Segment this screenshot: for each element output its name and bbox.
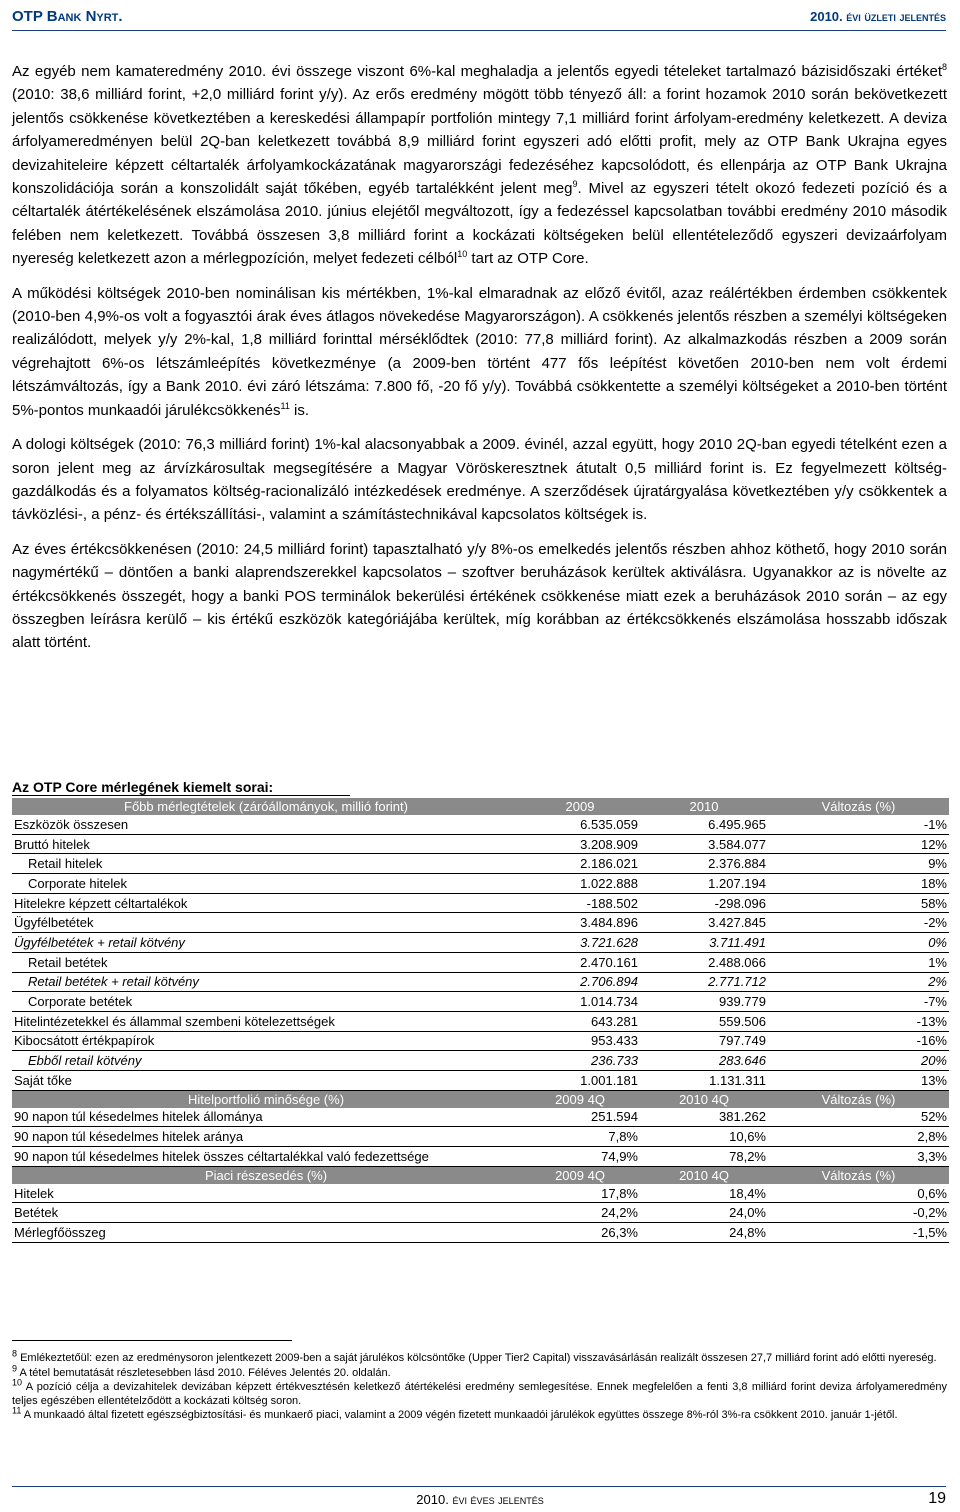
value-2010: -298.096: [640, 893, 768, 913]
column-header: 2010 4Q: [640, 1166, 768, 1184]
footnote: [12, 1405, 947, 1423]
row-label: Retail betétek + retail kötvény: [12, 972, 520, 992]
column-header: 2009 4Q: [520, 1166, 640, 1184]
table-title: Az OTP Core mérlegének kiemelt sorai:: [12, 779, 350, 796]
value-change: 12%: [768, 834, 949, 854]
table-row: [12, 1147, 949, 1167]
value-2010: 24,0%: [640, 1203, 768, 1223]
footnote-ref: 11: [280, 400, 290, 411]
row-label: Betétek: [12, 1203, 520, 1223]
value-change: 0%: [768, 933, 949, 953]
paragraph-material-costs: A dologi költségek (2010: 76,3 milliárd forint) 1%-kal alacsonyabbak a 2009. évinél, azzal együtt, hogy 2010 2Q-ban egyedi tételként ezen a soron jelent meg az árvízkárosultak megsegítésére a Magyar Vöröskeresztnek átutalt 0,5 milliárd forint is. Ez fegyelmezett költség-gazdálkodás és a folyamatos költség-racionalizáló intézkedések eredménye. A szerződések újratárgyalása következtében y/y csökkentek a távközlési-, a pénz- és értékszállítási-, valamint a számítástechnikával kapcsolatos költségek is.: [12, 436, 947, 524]
table-row: [12, 1051, 949, 1071]
footnote-number: 10: [12, 1377, 23, 1388]
table-row: [12, 893, 949, 913]
value-change: 20%: [768, 1051, 949, 1071]
value-2009: 643.281: [520, 1011, 640, 1031]
table-row: [12, 1011, 949, 1031]
value-2010: 2.771.712: [640, 972, 768, 992]
row-label: Mérlegfőösszeg: [12, 1223, 520, 1243]
row-label: Eszközök összesen: [12, 815, 520, 834]
page-number: 19: [928, 1490, 946, 1507]
footnote-ref: 10: [457, 249, 468, 260]
table-row: [12, 1108, 949, 1127]
text-run: is.: [289, 401, 309, 419]
column-header: Változás (%): [768, 1090, 949, 1108]
value-2010: 18,4%: [640, 1184, 768, 1203]
value-change: 2,8%: [768, 1127, 949, 1147]
footnote-number: 11: [12, 1405, 22, 1416]
table-section-header: [12, 798, 949, 815]
table-row: [12, 1203, 949, 1223]
value-change: 1%: [768, 952, 949, 972]
column-header: 2009: [520, 798, 640, 815]
row-label: Hitelintézetekkel és állammal szembeni kötelezettségek: [12, 1011, 520, 1031]
column-header: Változás (%): [768, 1166, 949, 1184]
value-2009: 2.186.021: [520, 854, 640, 874]
value-change: -16%: [768, 1031, 949, 1051]
value-change: 3,3%: [768, 1147, 949, 1167]
value-change: 0,6%: [768, 1184, 949, 1203]
table-row: [12, 1184, 949, 1203]
value-change: 18%: [768, 874, 949, 894]
value-2009: 3.484.896: [520, 913, 640, 933]
company-name: OTP Bank Nyrt.: [12, 8, 123, 25]
text-run: tart az OTP Core.: [467, 250, 589, 268]
value-2009: 6.535.059: [520, 815, 640, 834]
footnote-number: 8: [12, 1348, 18, 1359]
value-2010: 559.506: [640, 1011, 768, 1031]
table-row: [12, 874, 949, 894]
value-2010: 939.779: [640, 992, 768, 1012]
value-2010: 283.646: [640, 1051, 768, 1071]
table-row: [12, 952, 949, 972]
table-row: [12, 1031, 949, 1051]
row-label: Ebből retail kötvény: [12, 1051, 520, 1071]
value-change: -7%: [768, 992, 949, 1012]
footnote-text: Emlékeztetőül: ezen az eredménysoron jelentkezett 2009-ben a saját járulékos kölcsöntőke (Upper Tier2 Capital) visszavásárlásán realizált összesen 27,7 milliárd forint adó előtti nyereség.: [20, 1352, 937, 1364]
table-row: [12, 834, 949, 854]
row-label: Ügyfélbetétek + retail kötvény: [12, 933, 520, 953]
row-label: Kibocsátott értékpapírok: [12, 1031, 520, 1051]
footnote-ref: 9: [572, 179, 578, 190]
footnote-number: 9: [12, 1362, 18, 1373]
value-2009: 74,9%: [520, 1147, 640, 1167]
value-change: 2%: [768, 972, 949, 992]
table-row: [12, 933, 949, 953]
value-2010: 6.495.965: [640, 815, 768, 834]
table-row: [12, 913, 949, 933]
footnote-text: A pozíció célja a devizahitelek devizában képzett értékvesztésén keletkező átértékelési eredmény semlegesítése. Ennek megfelelően a fenti 3,8 milliárd forint deviza árfolyameredmény teljes egészében ellentételződött a kockázati költség soron.: [12, 1381, 947, 1407]
table-row: [12, 815, 949, 834]
main-text: [12, 60, 947, 666]
value-2009: 3.208.909: [520, 834, 640, 854]
column-header: 2010 4Q: [640, 1090, 768, 1108]
table-section-header: [12, 1090, 949, 1108]
value-change: 58%: [768, 893, 949, 913]
value-change: -0,2%: [768, 1203, 949, 1223]
footnotes: [12, 1348, 947, 1424]
value-2010: 10,6%: [640, 1127, 768, 1147]
value-2009: 1.014.734: [520, 992, 640, 1012]
value-2009: 2.470.161: [520, 952, 640, 972]
paragraph-other-income: [12, 60, 947, 271]
value-2010: 797.749: [640, 1031, 768, 1051]
value-2009: 251.594: [520, 1108, 640, 1127]
row-label: 90 napon túl késedelmes hitelek állománya: [12, 1108, 520, 1127]
value-2009: 1.001.181: [520, 1070, 640, 1090]
footnote-ref: 8: [941, 62, 947, 72]
row-label: Hitelekre képzett céltartalékok: [12, 893, 520, 913]
row-label: Corporate hitelek: [12, 874, 520, 894]
row-label: Hitelek: [12, 1184, 520, 1203]
value-2009: 1.022.888: [520, 874, 640, 894]
value-2009: 26,3%: [520, 1223, 640, 1243]
value-2010: 2.376.884: [640, 854, 768, 874]
footnote: [12, 1377, 947, 1408]
value-2010: 2.488.066: [640, 952, 768, 972]
value-2010: 78,2%: [640, 1147, 768, 1167]
value-change: 13%: [768, 1070, 949, 1090]
column-header: 2010: [640, 798, 768, 815]
row-label: Ügyfélbetétek: [12, 913, 520, 933]
footnote: [12, 1348, 947, 1366]
row-label: Retail hitelek: [12, 854, 520, 874]
value-change: -1,5%: [768, 1223, 949, 1243]
footnote-text: A munkaadó által fizetett egészségbiztosítási- és munkaerő piaci, valamint a 2009 végén fizetett munkaadói járulékok együttes összege 8%-ról 3%-ra csökkent 2010. január 1-jétől.: [23, 1409, 898, 1421]
value-2010: 381.262: [640, 1108, 768, 1127]
table-row: [12, 1223, 949, 1243]
value-2009: 24,2%: [520, 1203, 640, 1223]
value-change: 9%: [768, 854, 949, 874]
paragraph-depreciation: Az éves értékcsökkenésen (2010: 24,5 milliárd forint) tapasztalható y/y 8%-os emelkedés jelentős részben ahhoz köthető, hogy 2010 során nagymértékű – döntően a banki alaprendszerekkel kapcsolatos – szoftver beruházások kerültek aktiválásra. Ugyanakkor az is növelte az értékcsökkenés összegét, hogy a banki POS terminálok bekerülési értékének csökkenése miatt ezek a beruházások 2010 során – az egy összegben leírásra kerülő – kis értékű eszközök kategóriájába kerültek, míg korábban az értékcsökkenés elszámolása hosszabb időszak alatt történt.: [12, 540, 947, 652]
value-change: -2%: [768, 913, 949, 933]
table-row: [12, 992, 949, 1012]
value-2009: 17,8%: [520, 1184, 640, 1203]
value-2010: 1.207.194: [640, 874, 768, 894]
value-2010: 3.427.845: [640, 913, 768, 933]
footer-rule: [12, 1486, 946, 1487]
section-title: Hitelportfolió minősége (%): [12, 1090, 520, 1108]
value-change: -1%: [768, 815, 949, 834]
value-2009: 953.433: [520, 1031, 640, 1051]
table-row: [12, 1127, 949, 1147]
row-label: Saját tőke: [12, 1070, 520, 1090]
text-run: (2010: 38,6 milliárd forint, +2,0 milliárd forint y/y). Az erős eredmény mögött több tényező áll: a forint hozamok 2010 során bekövetkezett jelentős csökkenése következtében a kereskedési állampapír portfolión mintegy 7,1 milliárd forint árfolyam-eredmény keletkezett. A deviza árfolyameredményen belül 2Q-ban keletkezett továbbá 8,9 milliárd forint egyszeri adó előtti profit, mely az OTP Bank Ukrajna egyes devizahiteleire képzett céltartalék árfolyamkockázatának magyarországi fedezéséhez kapcsolódott, és ellenpárja az OTP Bank Ukrajna konszolidációja során a konszolidált saját tőkében, egyéb tartalékként jelent meg: [12, 86, 947, 198]
section-title: Főbb mérlegtételek (záróállományok, millió forint): [12, 798, 520, 815]
row-label: Corporate betétek: [12, 992, 520, 1012]
text-run: Az egyéb nem kamateredmény 2010. évi összege viszont 6%-kal meghaladja a jelentős egyedi tételeket tartalmazó bázisidőszaki értéket: [12, 63, 942, 80]
row-label: Retail betétek: [12, 952, 520, 972]
table-row: [12, 1070, 949, 1090]
column-header: Változás (%): [768, 798, 949, 815]
value-2010: 24,8%: [640, 1223, 768, 1243]
section-title: Piaci részesedés (%): [12, 1166, 520, 1184]
row-label: 90 napon túl késedelmes hitelek összes céltartalékkal való fedezettsége: [12, 1147, 520, 1167]
table-row: [12, 972, 949, 992]
value-2009: 236.733: [520, 1051, 640, 1071]
row-label: Bruttó hitelek: [12, 834, 520, 854]
column-header: 2009 4Q: [520, 1090, 640, 1108]
value-2010: 1.131.311: [640, 1070, 768, 1090]
report-title: 2010. évi üzleti jelentés: [810, 9, 946, 24]
value-2010: 3.711.491: [640, 933, 768, 953]
footnote: [12, 1362, 947, 1381]
table-row: [12, 854, 949, 874]
footer-title: 2010. évi éves jelentés: [416, 1492, 544, 1507]
balance-sheet-table: [12, 798, 949, 1243]
footnote-text: A tétel bemutatását részletesebben lásd 2010. Féléves Jelentés 20. oldalán.: [19, 1366, 391, 1379]
paragraph-operating-costs: [12, 282, 947, 422]
page-header: [12, 2, 946, 31]
table-section-header: [12, 1166, 949, 1184]
value-2009: 7,8%: [520, 1127, 640, 1147]
value-change: -13%: [768, 1011, 949, 1031]
footnote-separator: [12, 1340, 292, 1341]
text-run: A működési költségek 2010-ben nominálisan kis mértékben, 1%-kal elmaradnak az előző évitől, azaz reálértékben érdemben csökkentek (2010-ben 4,9%-os volt a fogyasztói árak éves átlagos növekedése Magyarországon). A csökkenés jelentős részben a személyi költségeken realizálódott, melyek y/y 2%-kal, 1,8 milliárd forinttal mérséklődtek (2010: 77,8 milliárd forint). Az alkalmazkodás részben a 2009 során végrehajtott 6%-os létszámleépítés következménye (a 2009-ben történt 477 fős leépítést követően 2010-ben nem volt érdemi létszámváltozás, így a Bank 2010. évi záró létszáma: 7.800 fő, -20 fő y/y). Továbbá csökkentette a személyi költségeket a 2010-ben történt 5%-pontos munkaadói járulékcsökkenés: [12, 284, 947, 419]
text-run: . Mivel az egyszeri tételt okozó fedezeti pozíció és a céltartalék átértékelésének elszámolása 2010. június elejétől megváltozott, így a fedezéssel kapcsolatban további eredmény 2010 második felében nem keletkezett. Továbbá összesen 3,8 milliárd forint a kockázati költségeken belül ellentételeződő egyszeri devizaárfolyam nyereség keletkezett azon a mérlegpozíción, melyet fedezeti célból: [12, 180, 947, 268]
row-label: 90 napon túl késedelmes hitelek aránya: [12, 1127, 520, 1147]
value-change: 52%: [768, 1108, 949, 1127]
value-2009: 2.706.894: [520, 972, 640, 992]
value-2009: -188.502: [520, 893, 640, 913]
value-2009: 3.721.628: [520, 933, 640, 953]
value-2010: 3.584.077: [640, 834, 768, 854]
